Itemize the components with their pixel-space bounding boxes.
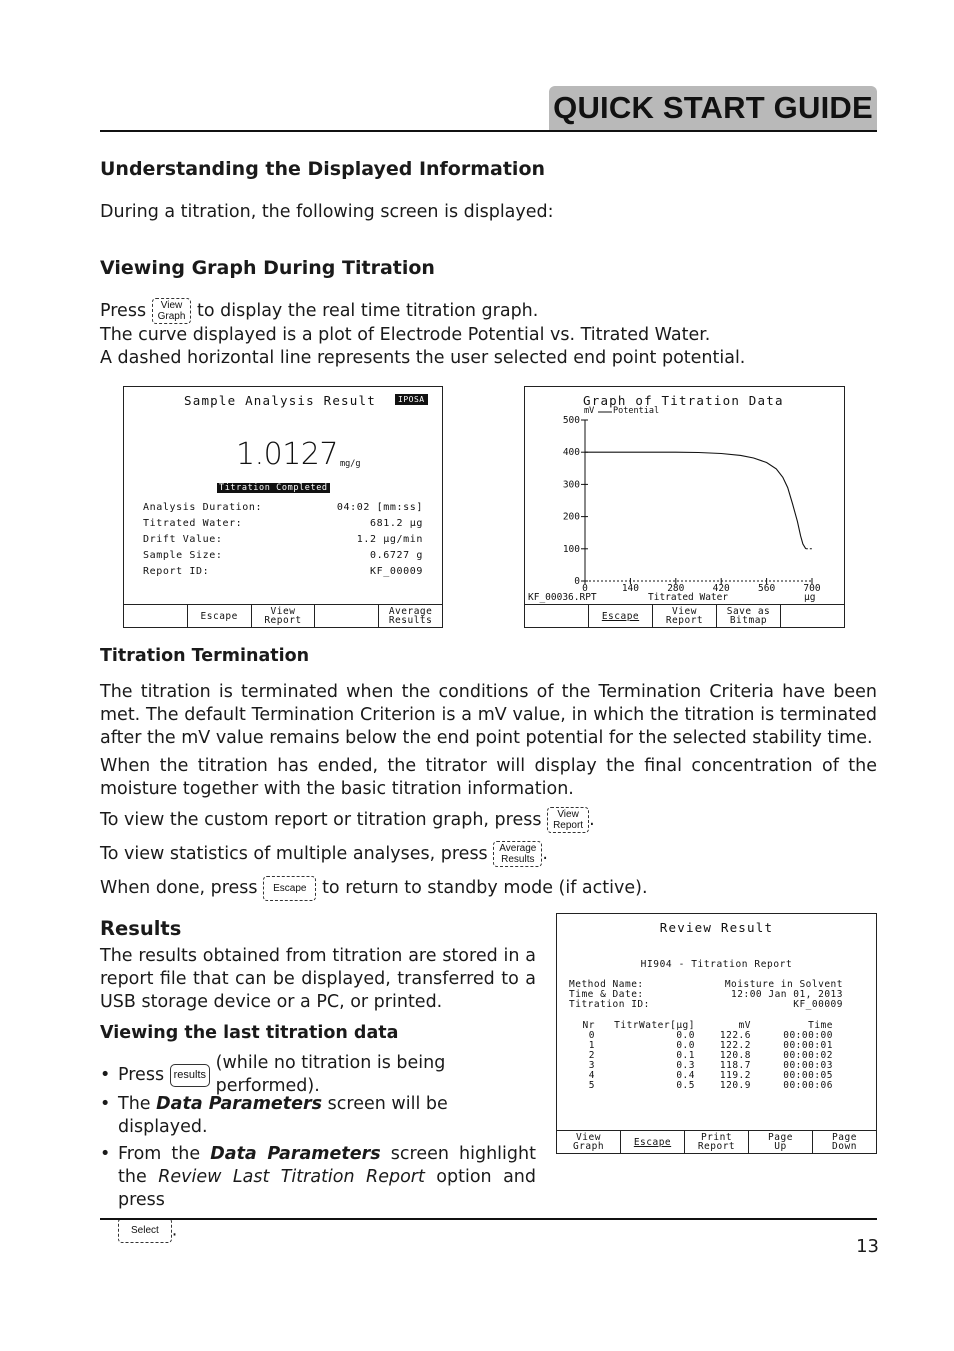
select-key[interactable]: Select: [118, 1218, 172, 1243]
list-item: • The Data Parameters screen will be displayed.: [100, 1093, 536, 1139]
review-result-screen: [556, 913, 877, 1154]
ended-paragraph: When the titration has ended, the titrator will display the final concentration of the moisture together with the basic titration information.: [100, 756, 877, 799]
titration-chart: [525, 387, 844, 603]
x-tick-label: 700: [803, 583, 821, 594]
table-header: Nr TitrWater[µg] mV Time: [582, 1020, 833, 1031]
section-heading: Titration Termination: [100, 646, 310, 666]
fkey-escape[interactable]: Escape: [188, 605, 252, 627]
termination-paragraph: The titration is terminated when the conditions of the Termination Criteria have been met. The default Termination Criterion is a mV value, in which the titration is terminated after the mV value remains below the end point potential for the selected stability time.: [100, 682, 877, 748]
text: Press: [100, 300, 147, 321]
fkey-blank[interactable]: [781, 605, 844, 627]
info-row: Analysis Duration: 04:02 [mm:ss]: [143, 502, 423, 513]
fkey-blank[interactable]: [315, 605, 379, 627]
legend-mv: mV: [584, 406, 595, 416]
table-cell: 120.8: [719, 1050, 751, 1061]
function-key-bar: [124, 604, 442, 627]
results-key[interactable]: results: [170, 1064, 210, 1087]
table-cell: 00:00:05: [783, 1070, 833, 1081]
sample-analysis-screen: [123, 386, 443, 628]
table-cell: 0.0: [676, 1040, 695, 1051]
table-cell: 00:00:00: [783, 1030, 833, 1041]
info-row: Titrated Water: 681.2 µg: [143, 518, 423, 529]
file-name: KF_00036.RPT: [528, 592, 597, 603]
escape-key[interactable]: Escape: [263, 876, 316, 901]
table-cell: 5: [588, 1080, 595, 1091]
x-axis-label: Titrated Water: [648, 592, 729, 603]
y-tick-label: 400: [562, 447, 580, 459]
results-paragraph: The results obtained from titration are stored in a report file that can be displayed, transferred to a USB storage device or a PC, or printed.: [100, 946, 536, 1012]
table-cell: 0.5: [676, 1080, 695, 1091]
titration-graph-screen: [524, 386, 845, 628]
table-cell: 00:00:02: [783, 1050, 833, 1061]
legend-label: Potential: [613, 406, 660, 416]
page-header-title: QUICK START GUIDE: [549, 86, 877, 130]
view-report-key[interactable]: View Report: [547, 807, 589, 833]
result-value: 1.0127: [236, 437, 338, 472]
text: A dashed horizontal line represents the user selected end point potential.: [100, 348, 746, 368]
text: The curve displayed is a plot of Electrode Potential vs. Titrated Water.: [100, 325, 711, 345]
report-meta: Method Name: Moisture in Solvent Time & Date: 12:00 Jan 01, 2013 Titration ID: KF_00009: [569, 979, 843, 1010]
x-axis-unit: µg: [804, 592, 816, 603]
function-key-bar: [525, 604, 844, 627]
table-cell: 0.0: [676, 1030, 695, 1041]
screen-title: Sample Analysis Result: [184, 393, 376, 408]
results-steps: [100, 1053, 536, 1243]
table-cell: 2: [588, 1050, 595, 1061]
report-title: HI904 - Titration Report: [640, 959, 793, 970]
report-table: [569, 1021, 843, 1091]
result-unit: mg/g: [340, 459, 361, 469]
y-tick-label: 0: [574, 576, 580, 587]
x-tick-label: 140: [621, 583, 639, 594]
page-number: 13: [856, 1236, 879, 1257]
table-cell: 122.6: [719, 1030, 751, 1041]
view-report-line: To view the custom report or titration graph, press View Report .: [100, 809, 595, 831]
escape-line: When done, press Escape to return to standby mode (if active).: [100, 873, 877, 903]
fkey-page-down[interactable]: Page Down: [832, 1132, 857, 1152]
table-cell: 0: [588, 1030, 595, 1041]
y-tick-label: 300: [562, 479, 580, 491]
average-line: To view statistics of multiple analyses, press Average Results .: [100, 843, 548, 865]
info-row: Report ID: KF_00009: [143, 566, 423, 577]
view-graph-key[interactable]: View Graph: [152, 298, 192, 324]
x-tick-label: 0: [582, 583, 588, 594]
x-tick-label: 560: [758, 583, 776, 594]
status-banner: Titration Completed: [219, 483, 328, 493]
table-cell: 118.7: [719, 1060, 751, 1071]
y-tick-label: 500: [562, 415, 580, 426]
fkey-blank[interactable]: [525, 605, 589, 627]
fkey-escape[interactable]: Escape: [589, 605, 653, 627]
table-cell: 1: [588, 1040, 595, 1051]
fkey-blank[interactable]: [124, 605, 188, 627]
graph-title: Graph of Titration Data: [583, 393, 784, 408]
table-cell: 120.9: [719, 1080, 751, 1091]
y-tick-label: 100: [562, 543, 580, 555]
average-results-key[interactable]: Average Results: [493, 841, 542, 867]
table-cell: 00:00:06: [783, 1080, 833, 1091]
function-key-bar: [557, 1130, 876, 1153]
footer-rule: [100, 1218, 877, 1220]
fkey-average-results[interactable]: Average Results: [388, 606, 433, 626]
list-item: • From the Data Parameters screen highlight the Review Last Titration Report option and press Select .: [100, 1143, 536, 1243]
table-cell: 00:00:01: [783, 1040, 833, 1051]
table-cell: 0.4: [676, 1070, 695, 1081]
screen-title: Review Result: [659, 920, 774, 935]
fkey-escape[interactable]: Escape: [621, 1131, 685, 1153]
table-cell: 122.2: [719, 1040, 751, 1051]
x-tick-label: 420: [712, 583, 730, 594]
potential-line: [585, 452, 806, 549]
fkey-page-up[interactable]: Page Up: [749, 1131, 813, 1153]
section-heading: Viewing Graph During Titration: [100, 257, 435, 279]
fkey-print-report[interactable]: Print Report: [685, 1131, 749, 1153]
text: to display the real time titration graph.: [197, 300, 539, 321]
status-badge: IPOSA: [395, 394, 428, 405]
fkey-view-report[interactable]: View Report: [252, 605, 316, 627]
intro-text: During a titration, the following screen is displayed:: [100, 202, 554, 222]
header-rule: [100, 130, 877, 132]
table-cell: 4: [588, 1070, 595, 1081]
x-tick-label: 280: [667, 583, 685, 594]
table-cell: 0.1: [676, 1050, 695, 1061]
list-item: • Press results (while no titration is being performed).: [100, 1060, 536, 1090]
table-cell: 119.2: [719, 1070, 751, 1081]
fkey-view-graph[interactable]: View Graph: [557, 1131, 621, 1153]
table-row: [569, 1081, 843, 1091]
table-cell: 0.3: [676, 1060, 695, 1071]
info-row: Drift Value: 1.2 µg/min: [143, 534, 423, 545]
viewgraph-paragraph: [100, 298, 877, 370]
table-cell: 3: [588, 1060, 595, 1071]
fkey-view-report[interactable]: View Report: [653, 605, 717, 627]
section-heading: Results: [100, 917, 182, 940]
table-cell: 00:00:03: [783, 1060, 833, 1071]
y-tick-label: 200: [562, 511, 580, 523]
fkey-save-bitmap[interactable]: Save as Bitmap: [717, 605, 781, 627]
info-row: Sample Size: 0.6727 g: [143, 550, 423, 561]
section-heading: Understanding the Displayed Information: [100, 158, 546, 180]
subheading: Viewing the last titration data: [100, 1023, 399, 1043]
